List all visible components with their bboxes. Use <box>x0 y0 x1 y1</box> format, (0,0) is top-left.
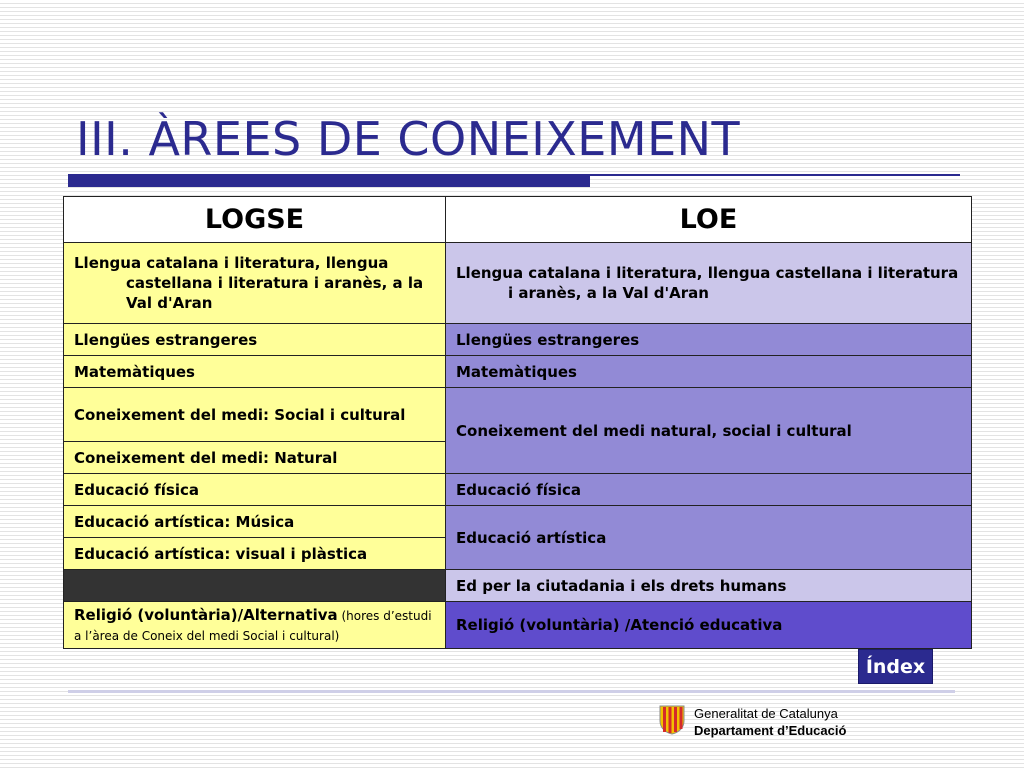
loe-cell: Educació artística <box>446 506 972 570</box>
loe-cell: Coneixement del medi natural, social i cultural <box>446 388 972 474</box>
header-logse: LOGSE <box>64 197 446 243</box>
logse-cell: Llengües estrangeres <box>64 324 446 356</box>
footer-divider <box>68 690 955 693</box>
logse-cell: Matemàtiques <box>64 356 446 388</box>
logse-cell-text: Coneixement del medi: Social i cultural <box>74 405 406 424</box>
logse-cell <box>64 602 446 649</box>
table-row <box>64 243 972 324</box>
generalitat-logo-icon <box>659 705 685 735</box>
table-row <box>64 602 972 649</box>
logse-cell: Educació artística: visual i plàstica <box>64 538 446 570</box>
table-header-row <box>64 197 972 243</box>
table-row <box>64 356 972 388</box>
logse-cell <box>64 243 446 324</box>
index-button[interactable]: Índex <box>858 649 933 684</box>
logse-cell <box>64 388 446 442</box>
loe-cell: Ed per la ciutadania i els drets humans <box>446 570 972 602</box>
loe-cell <box>446 243 972 324</box>
logse-cell: Educació artística: Música <box>64 506 446 538</box>
table-row <box>64 324 972 356</box>
title-underline-thick <box>68 174 590 187</box>
title-underline-thin <box>590 174 960 176</box>
org-line-2: Departament d’Educació <box>694 723 847 738</box>
loe-cell: Religió (voluntària) /Atenció educativa <box>446 602 972 649</box>
table-row <box>64 506 972 538</box>
loe-cell-text: Llengua catalana i literatura, llengua castellana i literatura i aranès, a la Val d'Aran <box>456 264 959 302</box>
table-row <box>64 570 972 602</box>
logse-cell: Educació física <box>64 474 446 506</box>
header-loe: LOE <box>446 197 972 243</box>
empty-logse-cell <box>64 570 446 602</box>
loe-cell: Matemàtiques <box>446 356 972 388</box>
organization-name <box>694 705 846 739</box>
table-row <box>64 388 972 442</box>
loe-cell: Llengües estrangeres <box>446 324 972 356</box>
org-line-1: Generalitat de Catalunya <box>694 706 838 721</box>
comparison-table <box>63 196 972 649</box>
logse-cell-note: (hores d’estudi a l’àrea de Coneix del medi Social i cultural) <box>74 609 432 643</box>
logse-cell-text: Religió (voluntària)/Alternativa <box>74 606 338 624</box>
loe-cell: Educació física <box>446 474 972 506</box>
logse-cell-text: Llengua catalana i literatura, llengua castellana i literatura i aranès, a la Val d'Aran <box>74 254 424 312</box>
slide-title: III. ÀREES DE CONEIXEMENT <box>76 112 741 166</box>
logse-cell: Coneixement del medi: Natural <box>64 442 446 474</box>
table-row <box>64 474 972 506</box>
